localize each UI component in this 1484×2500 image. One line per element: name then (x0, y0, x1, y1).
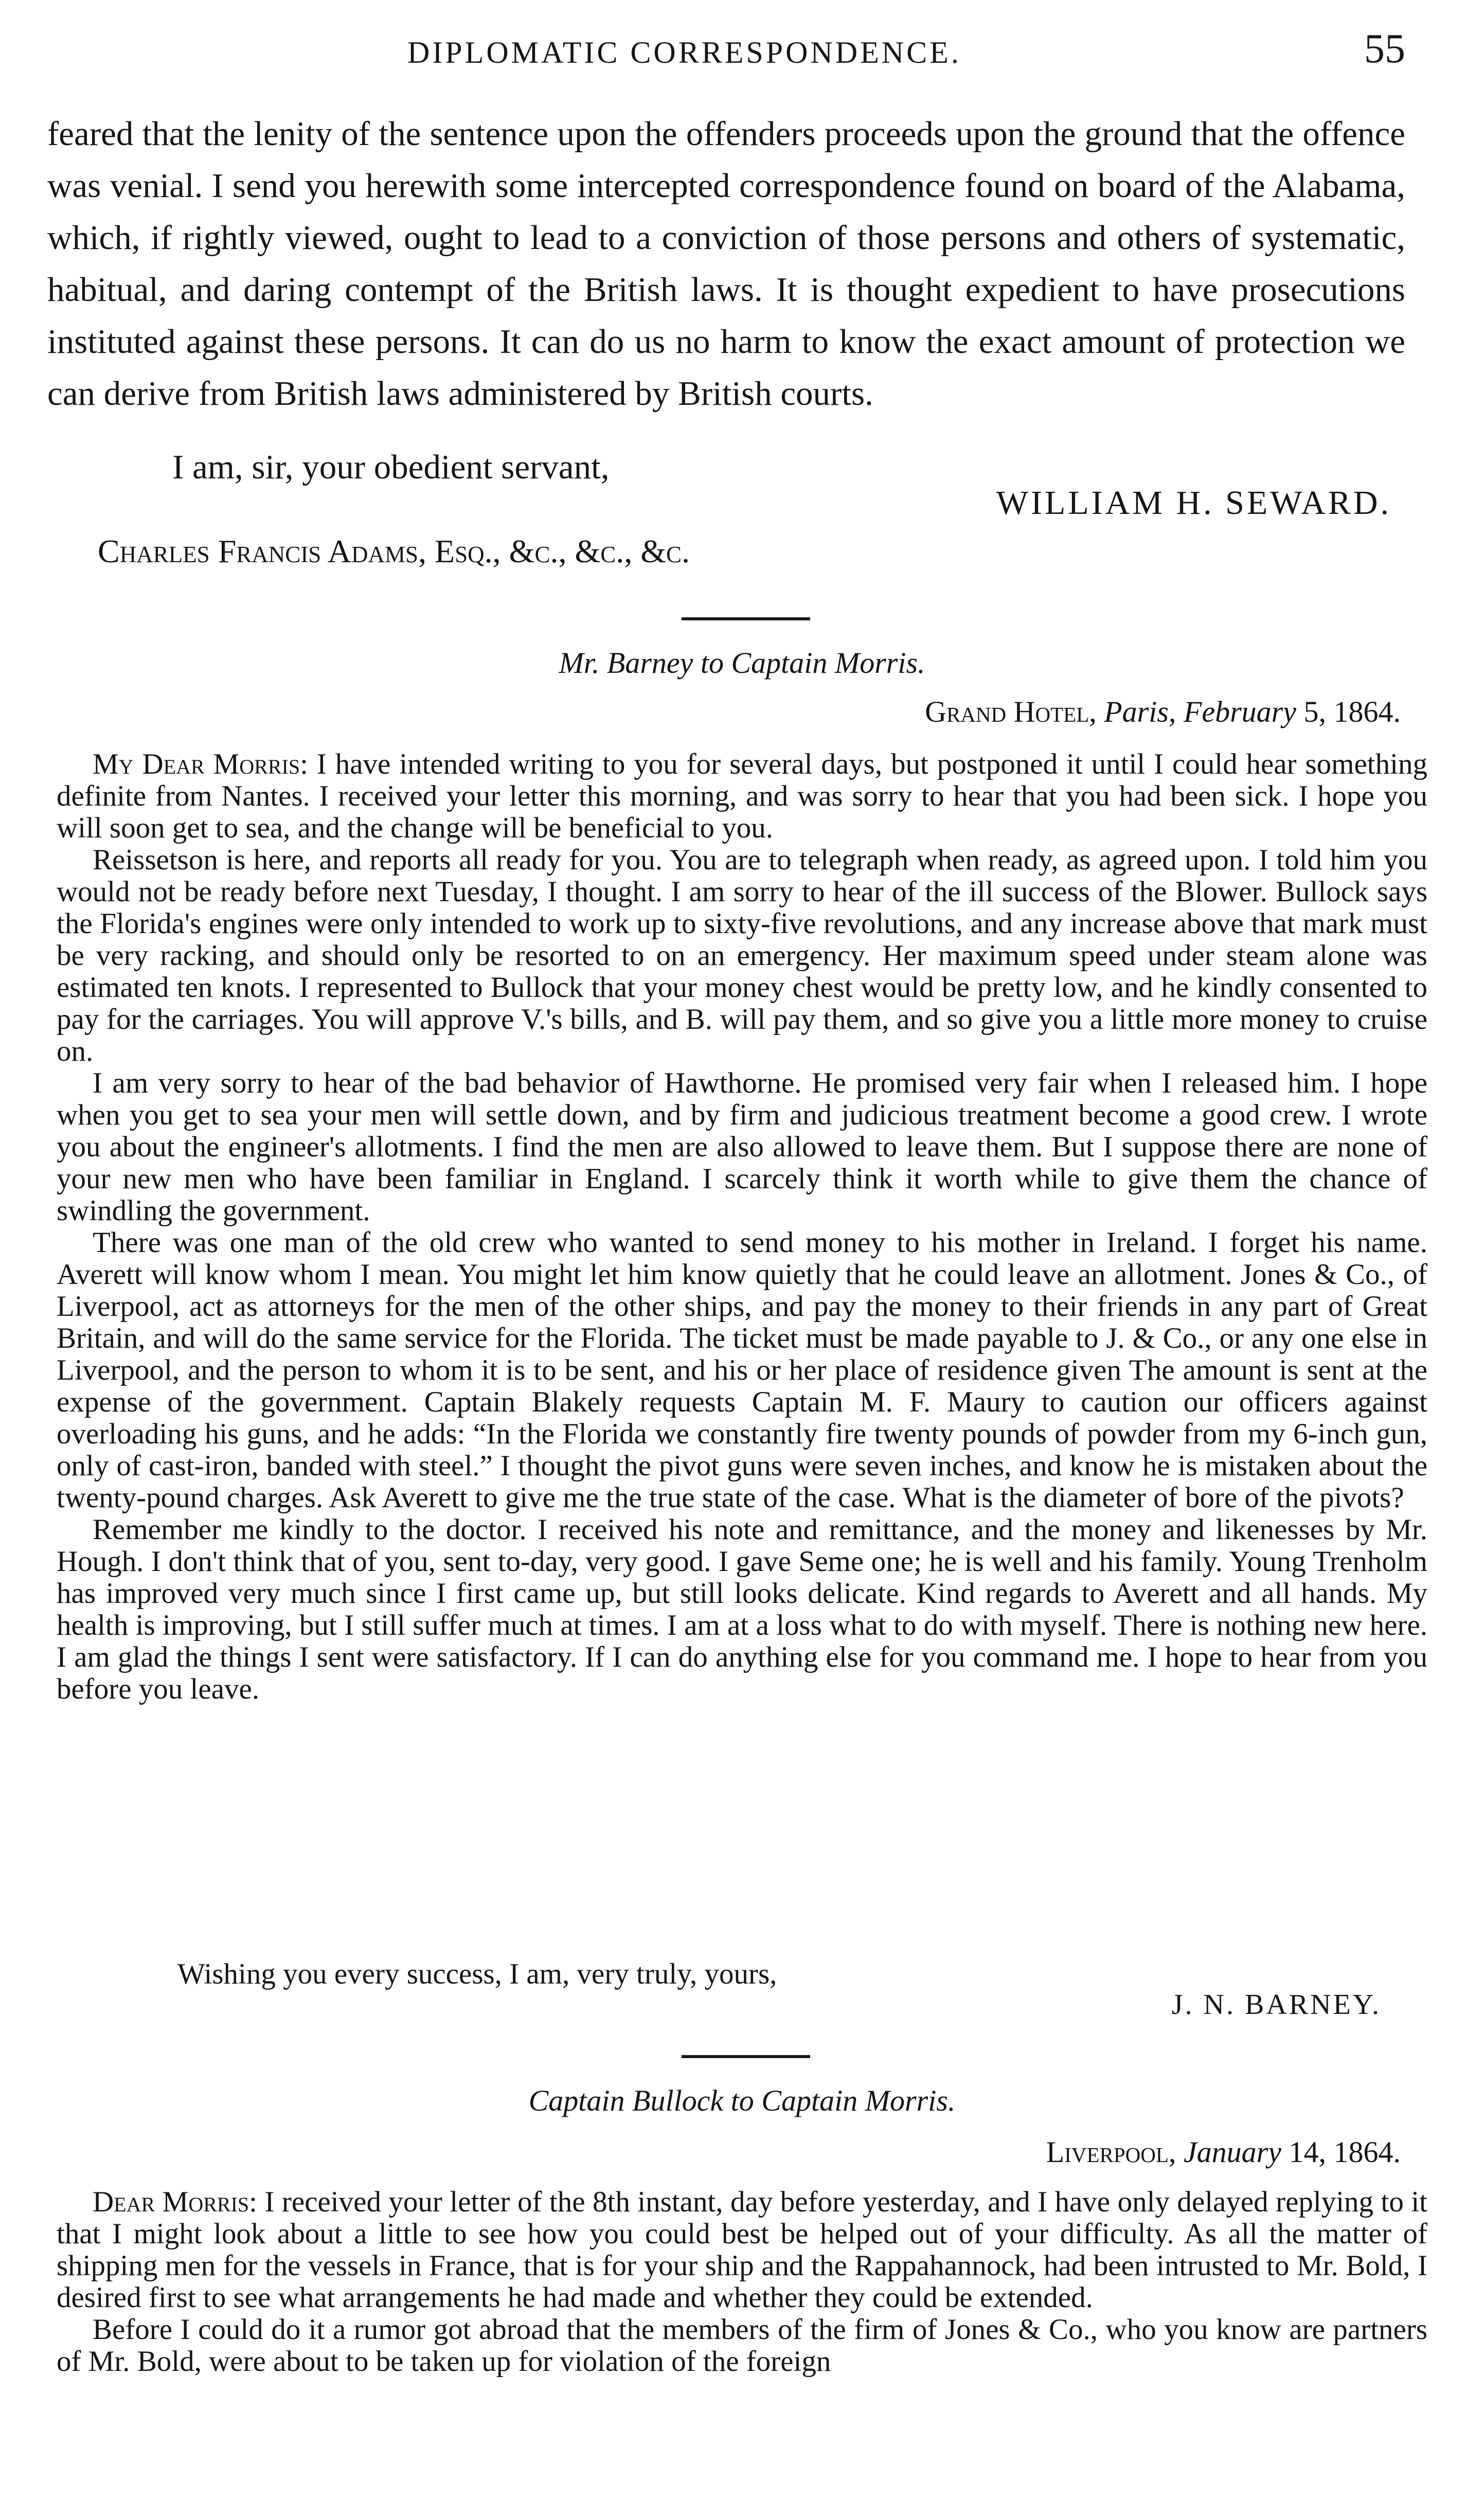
seward-letter-text: feared that the lenity of the sentence upon the offenders proceeds upon the ground that the offence was venial. I send you herewith some intercepted correspondence found on board of the Alabama, which, if rightly viewed, ought to lead to a conviction of those persons and others of systematic, habitual, and daring contempt of the British laws. It is thought expedient to have prosecutions instituted against these persons. It can do us no harm to know the exact amount of protection we can derive from British laws administered by British courts. (47, 115, 1405, 413)
barney-letter-body (57, 748, 1427, 1705)
barney-paragraph-text: I have intended writing to you for several days, but postponed it until I could hear something definite from Nantes. I received your letter this morning, and was sorry to hear that you had been sick. I hope you will soon get to sea, and the change will be beneficial to you. (57, 748, 1427, 844)
seward-closing: I am, sir, your obedient servant, (172, 448, 610, 486)
barney-signature: J. N. BARNEY. (1171, 1989, 1381, 2021)
section-divider (682, 617, 810, 620)
barney-paragraph-5: Remember me kindly to the doctor. I received his note and remittance, and the money and likenesses by Mr. Hough. I don't think that of you, sent to-day, very good. I gave Seme one; he is well and his family. Young Trenholm has improved very much since I first came up, but still looks delicate. Kind regards to Averett and all hands. My health is improving, but I still suffer much at times. I am at a loss what to do with myself. There is nothing new here. I am glad the things I sent were satisfactory. If I can do anything else for you command me. I hope to hear from you before you leave. (57, 1513, 1427, 1705)
barney-dateline-tail: 5, 1864. (1303, 695, 1401, 728)
barney-dateline (925, 694, 1401, 729)
bullock-dateline-place: Liverpool, (1046, 2135, 1176, 2169)
bullock-salutation: Dear Morris: (93, 2186, 257, 2218)
bullock-paragraph-2: Before I could do it a rumor got abroad that the members of the firm of Jones & Co., who you know are partners of Mr. Bold, were about to be taken up for violation of the foreign (57, 2313, 1427, 2378)
bullock-dateline-tail: 14, 1864. (1289, 2135, 1401, 2169)
barney-paragraph-4: There was one man of the old crew who wanted to send money to his mother in Ireland. I forget his name. Averett will know whom I mean. You might let him know quietly that he could leave an allotment. Jones & Co., of Liverpool, act as attorneys for the men of the other ships, and pay the money to their friends in any part of Great Britain, and will do the same service for the Florida. The ticket must be made payable to J. & Co., or any one else in Liverpool, and the person to whom it is to be sent, and his or her place of residence given The amount is sent at the expense of the government. Captain Blakely requests Captain M. F. Maury to caution our officers against overloading his guns, and he adds: “In the Florida we constantly fire twenty pounds of powder from my 6-inch gun, only of cast-iron, banded with steel.” I thought the pivot guns were seven inches, and know he is mistaken about the twenty-pound charges. Ask Averett to give me the true state of the case. What is the diameter of bore of the pivots? (57, 1226, 1427, 1514)
bullock-paragraph-1 (57, 2186, 1427, 2314)
bullock-letter-body (57, 2186, 1427, 2378)
barney-salutation: My Dear Morris: (93, 748, 308, 780)
barney-paragraph-1 (57, 748, 1427, 844)
barney-closing: Wishing you every success, I am, very truly, yours, (177, 1958, 777, 1990)
barney-paragraph-2: Reissetson is here, and reports all ready for you. You are to telegraph when ready, as agreed upon. I told him you would not be ready before next Tuesday, I thought. I am sorry to hear of the ill success of the Blower. Bullock says the Florida's engines were only intended to work up to sixty-five revolutions, and any increase above that mark must be very racking, and should only be resorted to on an emergency. Her maximum speed under steam alone was estimated ten knots. I represented to Bullock that your money chest would be pretty low, and he kindly consented to pay for the carriages. You will approve V.'s bills, and B. will pay them, and so give you a little more money to cruise on. (57, 844, 1427, 1067)
bullock-letter-heading: Captain Bullock to Captain Morris. (528, 2084, 956, 2117)
running-head (47, 26, 1405, 72)
seward-signature: WILLIAM H. SEWARD. (996, 484, 1391, 522)
page-number: 55 (1364, 26, 1405, 72)
seward-letter-body (47, 108, 1405, 420)
barney-dateline-date: Paris, February (1104, 695, 1296, 728)
bullock-paragraph-text: I received your letter of the 8th instant, day before yesterday, and I have only delayed replying to it that I might look about a little to see how you could best be helped out of your difficulty. As all the matter of shipping men for the vessels in France, that is for your ship and the Rappahannock, had been intrusted to Mr. Bold, I desired first to see what arrangements he had made and whether they could be extended. (57, 2186, 1428, 2314)
bullock-dateline-date: January (1183, 2135, 1281, 2169)
section-divider (682, 2055, 810, 2058)
barney-paragraph-3: I am very sorry to hear of the bad behavior of Hawthorne. He promised very fair when I released him. I hope when you get to sea your men will settle down, and by firm and judicious treatment become a good crew. I wrote you about the engineer's allotments. I find the men are also allowed to leave them. But I suppose there are none of your new men who have been familiar in England. I scarcely think it worth while to give them the chance of swindling the government. (57, 1067, 1427, 1227)
bullock-dateline (1046, 2135, 1401, 2169)
seward-addressee: Charles Francis Adams, Esq., &c., &c., &c. (98, 533, 690, 569)
barney-letter-heading: Mr. Barney to Captain Morris. (559, 646, 925, 680)
barney-dateline-place: Grand Hotel, (925, 695, 1097, 728)
running-head-title: DIPLOMATIC CORRESPONDENCE. (407, 35, 961, 69)
